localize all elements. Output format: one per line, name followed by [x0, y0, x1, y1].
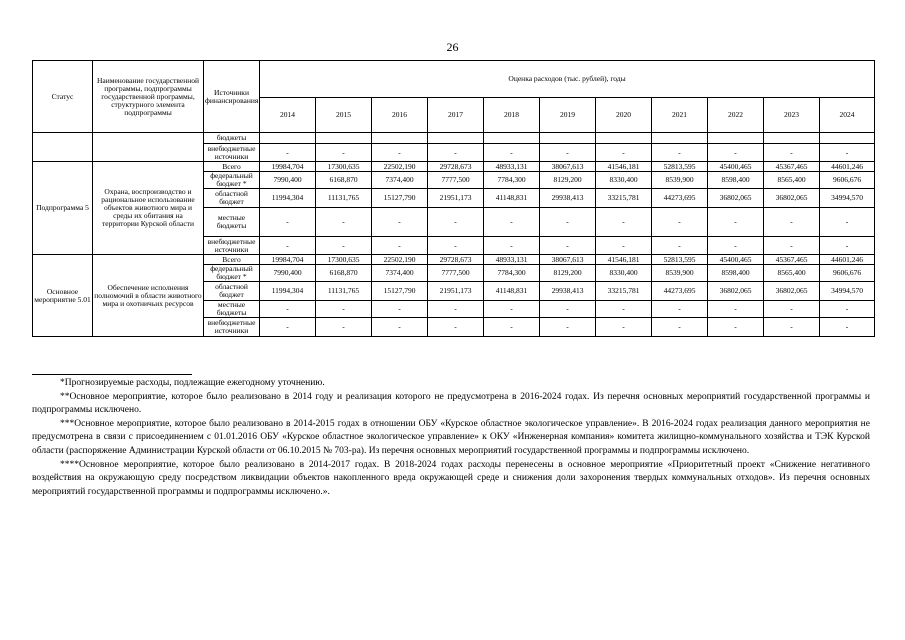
value-cell: 8129,200	[540, 265, 596, 282]
value-cell: -	[260, 318, 316, 337]
value-cell: -	[316, 208, 372, 237]
source-cell: федеральный бюджет *	[204, 172, 260, 189]
value-cell: -	[484, 144, 540, 162]
value-cell: -	[596, 144, 652, 162]
header-source: Источники финансирования	[204, 61, 260, 133]
year-header: 2021	[652, 98, 708, 133]
value-cell: 33215,781	[596, 282, 652, 301]
source-cell: областной бюджет	[204, 189, 260, 208]
value-cell: 29938,413	[540, 189, 596, 208]
value-cell: 6168,870	[316, 265, 372, 282]
value-cell: -	[540, 144, 596, 162]
year-header: 2015	[316, 98, 372, 133]
table-row	[33, 162, 875, 172]
value-cell: -	[260, 144, 316, 162]
value-cell: 41546,181	[596, 255, 652, 265]
value-cell	[652, 133, 708, 144]
year-header: 2017	[428, 98, 484, 133]
source-cell: Всего	[204, 255, 260, 265]
value-cell: 22502,190	[372, 162, 428, 172]
value-cell: -	[260, 301, 316, 318]
value-cell: 36802,065	[708, 189, 764, 208]
value-cell: 15127,790	[372, 189, 428, 208]
value-cell: 36802,065	[764, 189, 820, 208]
value-cell: 41148,831	[484, 282, 540, 301]
year-header: 2020	[596, 98, 652, 133]
value-cell: -	[764, 318, 820, 337]
value-cell: 15127,790	[372, 282, 428, 301]
value-cell: -	[820, 208, 875, 237]
value-cell: -	[652, 237, 708, 255]
year-header: 2018	[484, 98, 540, 133]
value-cell: 45400,465	[708, 162, 764, 172]
value-cell: 7990,400	[260, 172, 316, 189]
value-cell: -	[708, 301, 764, 318]
value-cell: -	[372, 144, 428, 162]
value-cell: 52813,595	[652, 255, 708, 265]
value-cell: -	[652, 301, 708, 318]
source-cell: федеральный бюджет *	[204, 265, 260, 282]
footnote-1: *Прогнозируемые расходы, подлежащие ежегодному уточнению.	[60, 378, 325, 388]
value-cell: 8129,200	[540, 172, 596, 189]
value-cell: 21951,173	[428, 189, 484, 208]
value-cell: 11994,304	[260, 189, 316, 208]
value-cell: -	[540, 208, 596, 237]
value-cell: 38067,613	[540, 255, 596, 265]
value-cell: -	[428, 144, 484, 162]
footnote-divider	[32, 374, 192, 375]
value-cell: 7784,300	[484, 265, 540, 282]
value-cell: 52813,595	[652, 162, 708, 172]
value-cell: 48933,131	[484, 162, 540, 172]
year-header: 2014	[260, 98, 316, 133]
value-cell: -	[596, 237, 652, 255]
value-cell: 29938,413	[540, 282, 596, 301]
source-cell: местные бюджеты	[204, 208, 260, 237]
value-cell: 44601,246	[820, 255, 875, 265]
value-cell	[540, 133, 596, 144]
value-cell: 8330,400	[596, 265, 652, 282]
value-cell: -	[484, 318, 540, 337]
value-cell: -	[708, 208, 764, 237]
table-row	[33, 255, 875, 265]
year-header: 2019	[540, 98, 596, 133]
value-cell: -	[596, 318, 652, 337]
value-cell	[820, 133, 875, 144]
value-cell	[372, 133, 428, 144]
value-cell: -	[820, 318, 875, 337]
value-cell: 19984,704	[260, 162, 316, 172]
value-cell: -	[316, 144, 372, 162]
value-cell: -	[372, 318, 428, 337]
value-cell: 36802,065	[708, 282, 764, 301]
value-cell: 36802,065	[764, 282, 820, 301]
value-cell: 44273,695	[652, 189, 708, 208]
value-cell: -	[484, 237, 540, 255]
value-cell: 21951,173	[428, 282, 484, 301]
value-cell	[484, 133, 540, 144]
value-cell: 8539,900	[652, 265, 708, 282]
value-cell: 48933,131	[484, 255, 540, 265]
value-cell: -	[484, 301, 540, 318]
value-cell: 9606,676	[820, 172, 875, 189]
value-cell: -	[652, 318, 708, 337]
value-cell: -	[820, 144, 875, 162]
value-cell: -	[540, 301, 596, 318]
source-cell: внебюджетные источники	[204, 318, 260, 337]
value-cell: 8598,400	[708, 265, 764, 282]
value-cell: 8565,400	[764, 172, 820, 189]
value-cell: 8598,400	[708, 172, 764, 189]
value-cell: 7784,300	[484, 172, 540, 189]
table-row	[33, 133, 875, 144]
source-cell: местные бюджеты	[204, 301, 260, 318]
value-cell	[428, 133, 484, 144]
value-cell: 29728,673	[428, 255, 484, 265]
year-header: 2022	[708, 98, 764, 133]
value-cell: -	[260, 237, 316, 255]
value-cell: -	[596, 301, 652, 318]
value-cell: 41148,831	[484, 189, 540, 208]
footnote-3: ***Основное мероприятие, которое было реализовано в 2014-2015 годах в отношении ОБУ «Курское областное экологическое управление». В 2016-2024 годах реализация данного мероприятия не предусмотрена в связи с присоединением с 01.01.2016 ОБУ «Курское областное экологическое управление» к ОКУ «Инженерная компания» комитета жилищно-коммунального хозяйства и ТЭК Курской области (распоряжение Администрации Курской области от 06.10.2015 № 703-ра). Из перечня основных мероприятий государственной программы и подпрограммы исключено.	[32, 418, 870, 456]
value-cell: -	[708, 237, 764, 255]
value-cell: 7777,500	[428, 172, 484, 189]
source-cell: внебюджетные источники	[204, 237, 260, 255]
value-cell: -	[652, 208, 708, 237]
source-cell: бюджеты	[204, 133, 260, 144]
value-cell: 7374,400	[372, 172, 428, 189]
value-cell: 44273,695	[652, 282, 708, 301]
value-cell: 45367,465	[764, 162, 820, 172]
value-cell: -	[764, 237, 820, 255]
value-cell: 9606,676	[820, 265, 875, 282]
value-cell: 34994,570	[820, 189, 875, 208]
footnote-4: ****Основное мероприятие, которое было реализовано в 2014-2017 годах. В 2018-2024 годах расходы перенесены в основное мероприятие «Приоритетный проект «Снижение негативного воздействия на окружающую среду посредством ликвидации объектов накопленного вреда окружающей среде и снижения доли захоронения твердых коммунальных отходов». Из перечня основных мероприятий государственной программы и подпрограммы исключено.».	[32, 459, 870, 497]
footnotes	[32, 374, 870, 499]
value-cell: -	[372, 237, 428, 255]
value-cell: -	[260, 208, 316, 237]
source-cell: внебюджетные источники	[204, 144, 260, 162]
value-cell: -	[820, 237, 875, 255]
page-number: 26	[446, 40, 459, 54]
value-cell: 41546,181	[596, 162, 652, 172]
value-cell: 11131,765	[316, 189, 372, 208]
value-cell: -	[484, 208, 540, 237]
source-cell: Всего	[204, 162, 260, 172]
value-cell: 29728,673	[428, 162, 484, 172]
value-cell: 6168,870	[316, 172, 372, 189]
value-cell: 45400,465	[708, 255, 764, 265]
value-cell: -	[428, 208, 484, 237]
value-cell: -	[708, 144, 764, 162]
value-cell: -	[820, 301, 875, 318]
value-cell: -	[428, 301, 484, 318]
value-cell: -	[540, 318, 596, 337]
year-header: 2016	[372, 98, 428, 133]
header-estimate: Оценка расходов (тыс. рублей), годы	[260, 61, 875, 98]
value-cell: -	[316, 237, 372, 255]
source-cell: областной бюджет	[204, 282, 260, 301]
value-cell	[708, 133, 764, 144]
status-cell	[33, 133, 93, 162]
value-cell: 19984,704	[260, 255, 316, 265]
value-cell	[764, 133, 820, 144]
value-cell: -	[372, 208, 428, 237]
value-cell: 34994,570	[820, 282, 875, 301]
value-cell: 11131,765	[316, 282, 372, 301]
value-cell: -	[764, 301, 820, 318]
value-cell: 38067,613	[540, 162, 596, 172]
status-cell: Основное мероприятие 5.01	[33, 255, 93, 337]
header-name: Наименование государственной программы, подпрограммы государственной программы, структурного элемента подпрограммы	[93, 61, 204, 133]
value-cell: 33215,781	[596, 189, 652, 208]
value-cell: 8539,900	[652, 172, 708, 189]
footnote-2: **Основное мероприятие, которое было реализовано в 2014 году и реализация которого не предусмотрена в 2016-2024 годах. Из перечня основных мероприятий государственной программы и подпрограммы исключено.	[32, 391, 870, 416]
value-cell: 44601,246	[820, 162, 875, 172]
value-cell: -	[428, 318, 484, 337]
value-cell: -	[316, 301, 372, 318]
value-cell: 17300,635	[316, 162, 372, 172]
value-cell: -	[596, 208, 652, 237]
value-cell: -	[372, 301, 428, 318]
value-cell: -	[764, 144, 820, 162]
value-cell: -	[428, 237, 484, 255]
budget-table	[32, 60, 875, 337]
name-cell: Охрана, воспроизводство и рациональное использование объектов животного мира и среды их обитания на территории Курской области	[93, 162, 204, 255]
value-cell: -	[316, 318, 372, 337]
year-header: 2023	[764, 98, 820, 133]
header-status: Статус	[33, 61, 93, 133]
name-cell	[93, 133, 204, 162]
value-cell: 8330,400	[596, 172, 652, 189]
value-cell: 7990,400	[260, 265, 316, 282]
year-header: 2024	[820, 98, 875, 133]
value-cell	[596, 133, 652, 144]
value-cell: -	[652, 144, 708, 162]
value-cell: -	[764, 208, 820, 237]
value-cell	[260, 133, 316, 144]
value-cell: -	[540, 237, 596, 255]
value-cell: 11994,304	[260, 282, 316, 301]
value-cell: 8565,400	[764, 265, 820, 282]
value-cell: 45367,465	[764, 255, 820, 265]
value-cell: 7777,500	[428, 265, 484, 282]
status-cell: Подпрограмма 5	[33, 162, 93, 255]
value-cell: -	[708, 318, 764, 337]
value-cell: 22502,190	[372, 255, 428, 265]
name-cell: Обеспечение исполнения полномочий в области животного мира и охотничьих ресурсов	[93, 255, 204, 337]
value-cell: 7374,400	[372, 265, 428, 282]
value-cell: 17300,635	[316, 255, 372, 265]
value-cell	[316, 133, 372, 144]
